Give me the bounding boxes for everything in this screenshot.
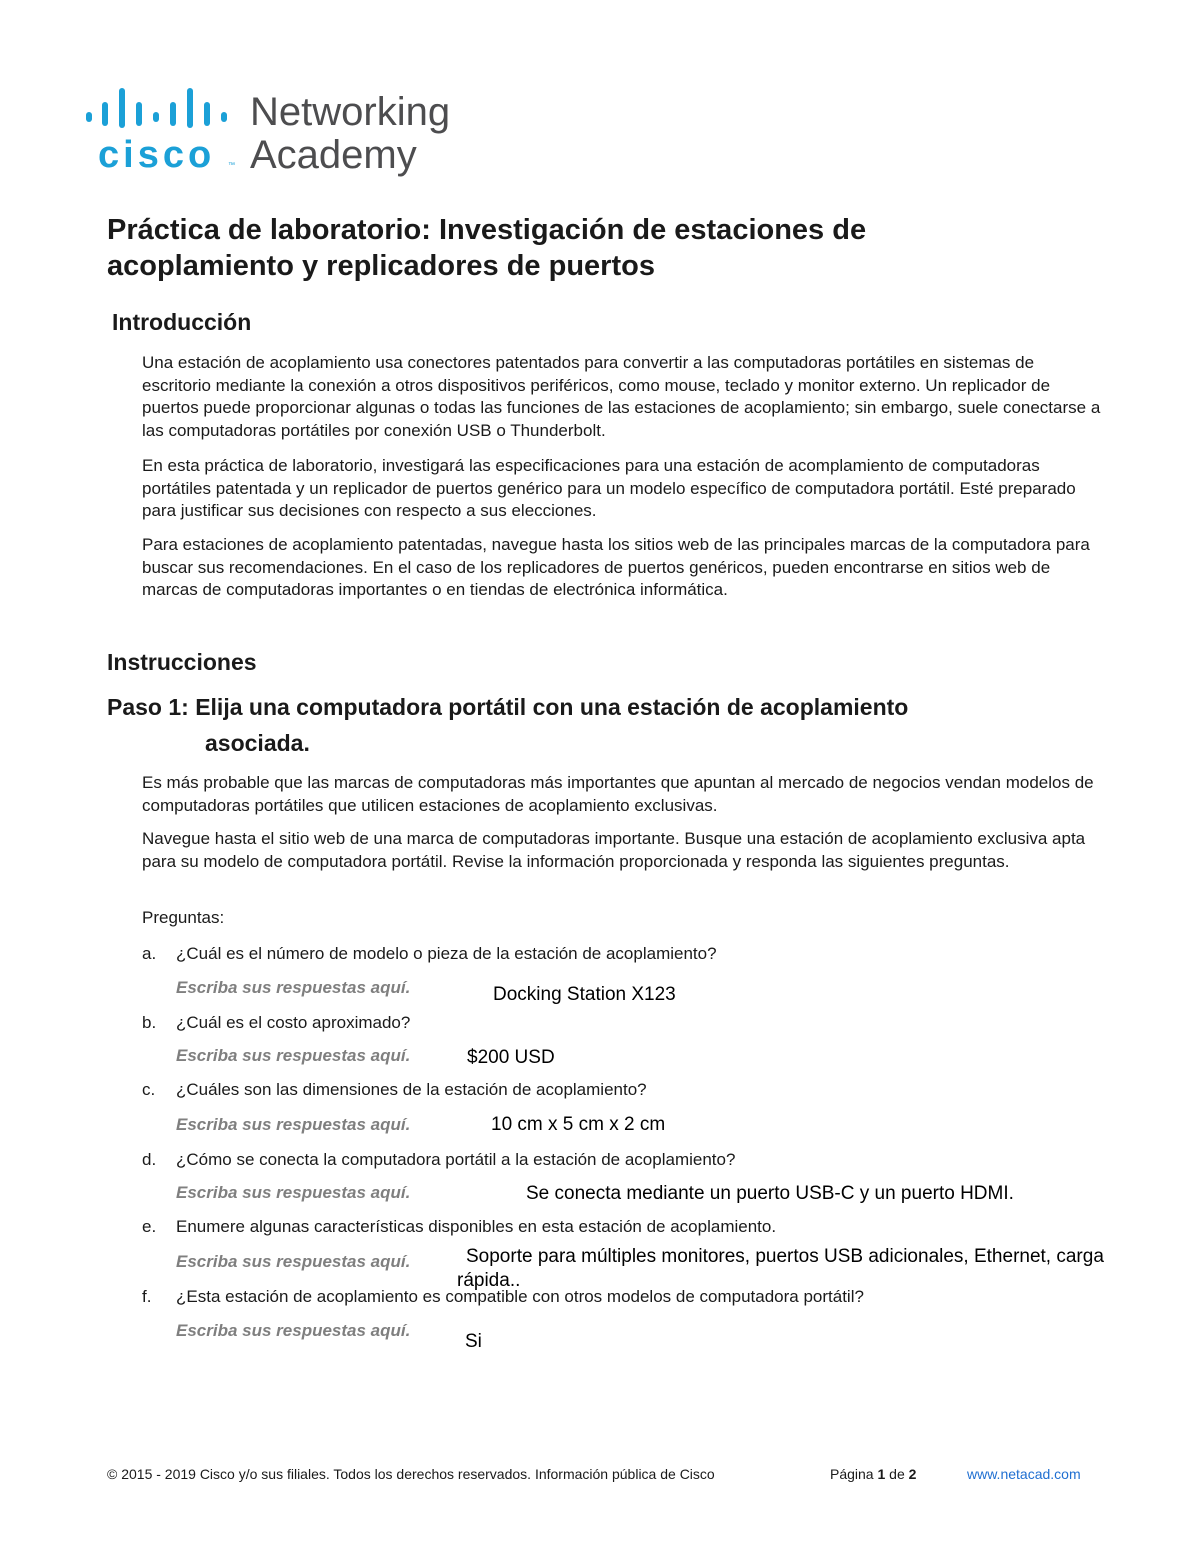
answer-prompt: Escriba sus respuestas aquí. [176,1321,411,1340]
question-text: ¿Esta estación de acoplamiento es compatible con otros modelos de computadora portátil? [176,1287,864,1306]
intro-paragraph-2: En esta práctica de laboratorio, investigará las especificaciones para una estación de acomplamiento de computadoras portátiles patentada y un replicador de puertos genérico para un modelo específico de computadora portátil. Esté preparado para justificar sus decisiones con respecto a sus elecciones. [142,456,1076,520]
question-letter: b. [142,1013,157,1032]
step1-heading: Paso 1: Elija una computadora portátil con una estación de acoplamiento [107,694,909,720]
question-letter: e. [142,1217,157,1236]
step1-paragraph-2: Navegue hasta el sitio web de una marca de computadoras importante. Busque una estación de acoplamiento exclusiva apta para su modelo de computadora portátil. Revise la información proporcionada y responda las siguientes preguntas. [142,829,1086,871]
intro-paragraph-3: Para estaciones de acoplamiento patentadas, navegue hasta los sitios web de las principales marcas de la computadora para buscar sus recomendaciones. En el caso de los replicadores de puertos genéricos, pueden encontrarse en sitios web de marcas de computadoras importantes o en tiendas de electrónica informática. [142,535,1090,599]
answer-field[interactable]: Si [465,1331,482,1352]
question-letter: d. [142,1150,157,1169]
question-letter: f. [142,1287,152,1306]
step1-paragraph-1: Es más probable que las marcas de computadoras más importantes que apuntan al mercado de negocios vendan modelos de computadoras portátiles que utilicen estaciones de acoplamiento exclusivas. [142,773,1094,815]
footer-copyright: © 2015 - 2019 Cisco y/o sus filiales. Todos los derechos reservados. Información pública de Cisco [107,1466,715,1482]
answer-prompt: Escriba sus respuestas aquí. [176,1115,411,1134]
logo-academy-text: Academy [250,133,417,177]
answer-field[interactable]: 10 cm x 5 cm x 2 cm [491,1114,666,1135]
question-letter: a. [142,944,157,963]
page-current: 1 [877,1466,886,1482]
footer-page-number [830,1465,916,1483]
page-separator: de [885,1466,909,1482]
answer-prompt: Escriba sus respuestas aquí. [176,1046,411,1065]
answer-field[interactable]: Docking Station X123 [493,984,676,1005]
answer-prompt: Escriba sus respuestas aquí. [176,978,411,997]
question-letter: c. [142,1080,156,1099]
answer-field[interactable]: Soporte para múltiples monitores, puertos USB adicionales, Ethernet, carga [466,1246,1104,1267]
document-title: Práctica de laboratorio: Investigación de estaciones de acoplamiento y replicadores de puertos [107,214,867,282]
step1-heading-continued: asociada. [205,730,310,756]
question-text: Enumere algunas características disponibles en esta estación de acoplamiento. [176,1217,777,1236]
page-total: 2 [908,1466,917,1482]
answer-field[interactable]: Se conecta mediante un puerto USB-C y un puerto HDMI. [526,1183,1014,1204]
footer-website-link[interactable]: www.netacad.com [967,1466,1081,1482]
intro-paragraph-1: Una estación de acoplamiento usa conectores patentados para convertir a las computadoras portátiles en sistemas de escritorio mediante la conexión a otros dispositivos periféricos, como mouse, teclado y monitor externo. Un replicador de puertos puede proporcionar algunas o todas las funciones de las estaciones de acoplamiento; sin embargo, suele conectarse a las computadoras portátiles por conexión USB o Thunderbolt. [142,353,1101,440]
cisco-wordmark: cisco [98,134,216,176]
introduction-heading: Introducción [112,309,252,335]
answer-field[interactable]: $200 USD [467,1047,555,1068]
answer-field-continued[interactable]: rápida.. [457,1270,521,1291]
instructions-heading: Instrucciones [107,649,257,675]
logo-networking-text: Networking [250,90,451,134]
page-prefix: Página [830,1466,878,1482]
question-text: ¿Cuál es el número de modelo o pieza de la estación de acoplamiento? [176,944,717,963]
question-text: ¿Cuál es el costo aproximado? [176,1013,411,1032]
answer-prompt: Escriba sus respuestas aquí. [176,1183,411,1202]
questions-label: Preguntas: [142,908,225,927]
footer-website-wrap [967,1465,1081,1483]
answer-prompt: Escriba sus respuestas aquí. [176,1252,411,1271]
trademark-symbol: ™ [228,162,235,169]
question-text: ¿Cuáles son las dimensiones de la estación de acoplamiento? [176,1080,647,1099]
question-text: ¿Cómo se conecta la computadora portátil a la estación de acoplamiento? [176,1150,736,1169]
